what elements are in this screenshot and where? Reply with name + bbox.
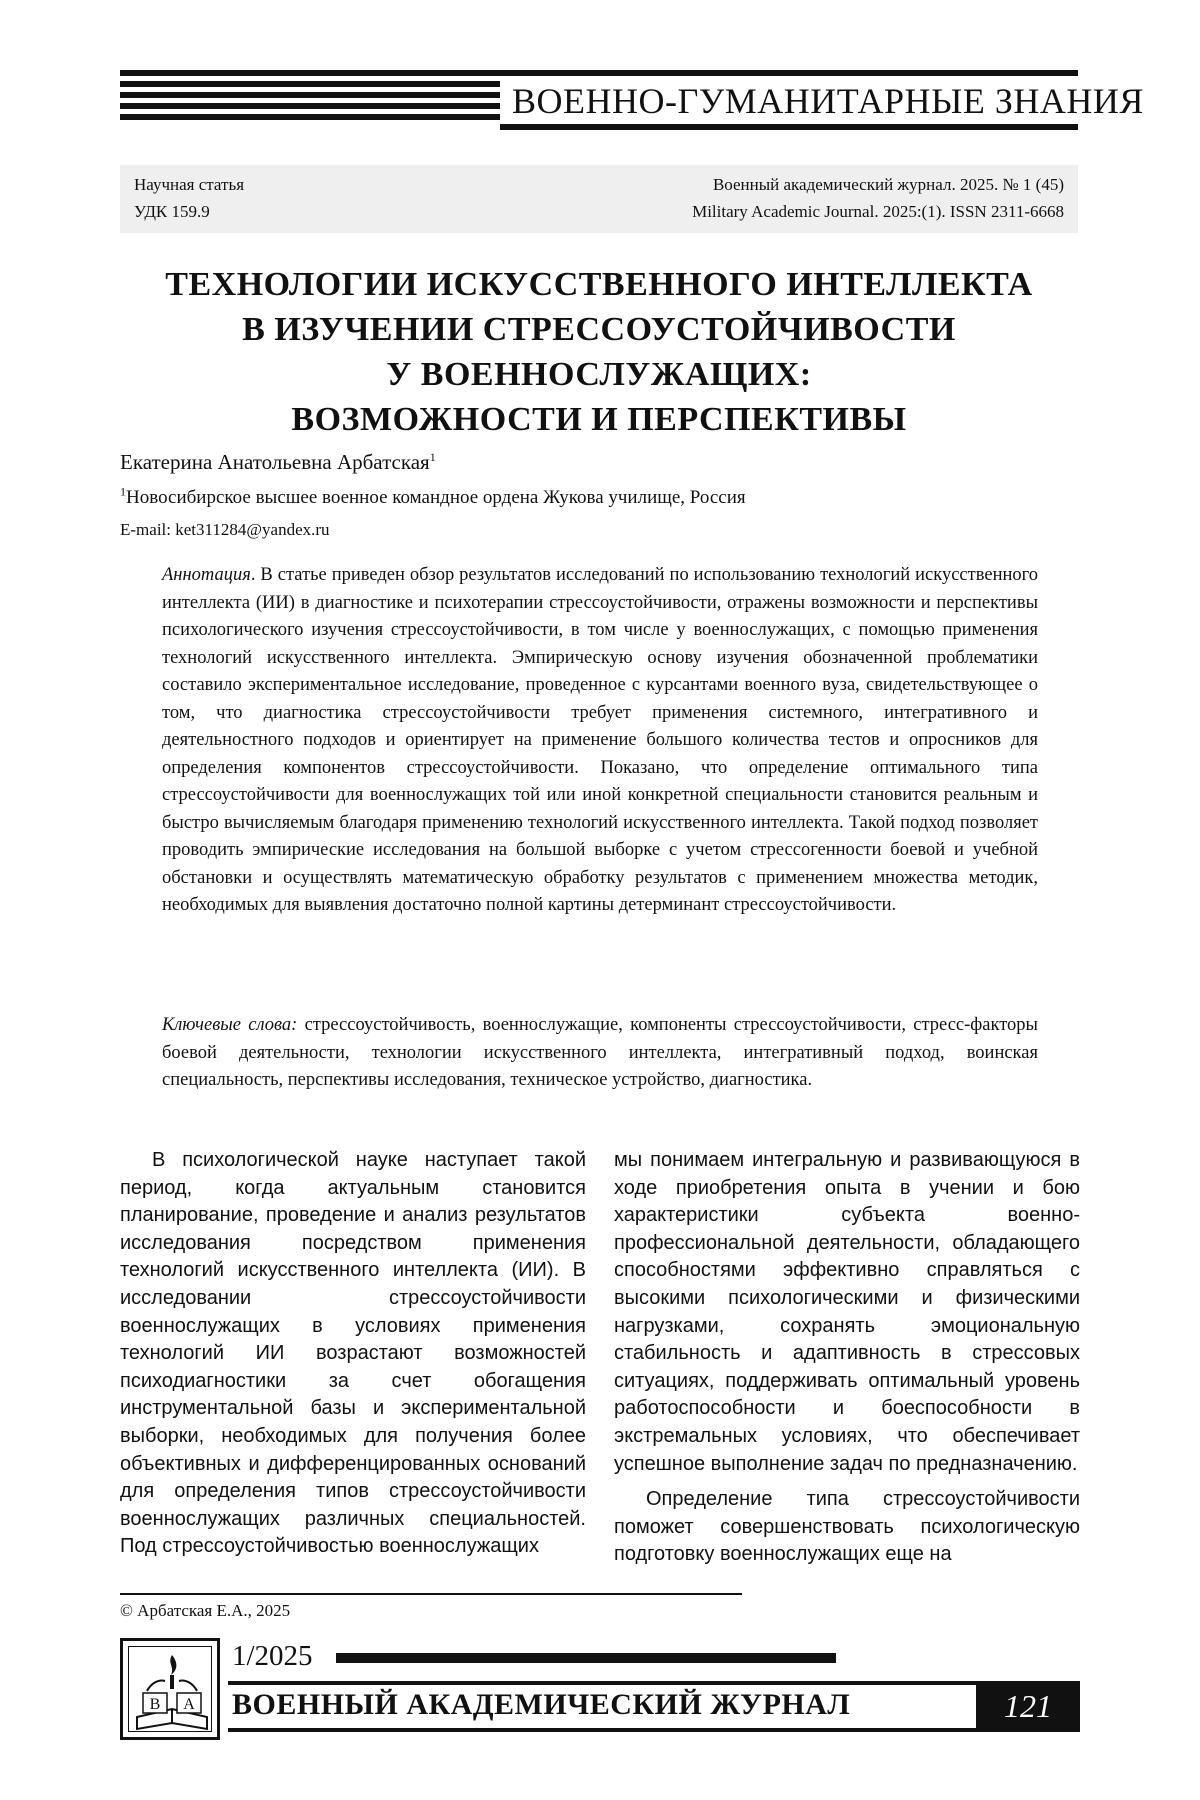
copyright-note: © Арбатская Е.А., 2025	[120, 1601, 291, 1620]
affiliation-superscript: 1	[120, 484, 126, 499]
book-torch-emblem-icon	[129, 1647, 215, 1735]
keywords-text: стрессоустойчивость, военнослужащие, компоненты стрессоустойчивости, стресс-факторы боевой деятельности, технологии искусственного интеллекта, интегративный подход, воинская специальность, перспективы исследования, техническое устройство, диагностика.	[162, 1015, 1038, 1090]
article-type: Научная статья	[134, 175, 245, 194]
page-number: 121	[976, 1681, 1080, 1732]
body-paragraph: В психологической науке наступает такой период, когда актуальным становится планирование, проведение и анализ результатов исследования посредством применения технологий искусственного интеллекта (ИИ). В исследовании стрессоустойчивости военнослужащих в условиях применения технологий ИИ возрастают возможностей психодиагностики за счет обогащения инструментальной базы и экспериментальной выборки, необходимых для получения более объективных и дифференцированных оснований для определения типов стрессоустойчивости военнослужащих различных специальностей. Под стрессоустойчивостью военнослужащих	[120, 1149, 586, 1558]
issue-bar	[336, 1653, 836, 1663]
logo-frame	[128, 1646, 212, 1732]
article-title	[110, 262, 1088, 442]
issue-number: 1/2025	[232, 1640, 313, 1672]
author-affiliation	[120, 484, 746, 509]
body-column-right	[614, 1147, 1080, 1577]
journal-citation-en: Military Academic Journal. 2025:(1). ISSN 2311-6668	[692, 202, 1064, 221]
header-rule-top	[500, 70, 1078, 76]
title-line: ТЕХНОЛОГИИ ИСКУССТВЕННОГО ИНТЕЛЛЕКТА	[165, 266, 1033, 303]
body-paragraph: мы понимаем интегральную и развивающуюся в ходе приобретения опыта в учении и бою характеристики субъекта военно-профессиональной деятельности, обладающего способностями эффективно справляться с высокими психологическими и физическими нагрузками, сохранять эмоциональную стабильность и адаптивность в стрессовых ситуациях, поддерживать оптимальный уровень работоспособности и боеспособности в экстремальных условиях, что обеспечивает успешное выполнение задач по предназначению.	[614, 1149, 1080, 1475]
body-column-left	[120, 1147, 586, 1569]
journal-logo-icon	[120, 1638, 220, 1740]
section-title: ВОЕННО-ГУМАНИТАРНЫЕ ЗНАНИЯ	[512, 81, 1144, 121]
keywords-label: Ключевые слова:	[162, 1015, 298, 1035]
title-line: У ВОЕННОСЛУЖАЩИХ:	[386, 356, 812, 393]
author-name	[120, 450, 436, 475]
body-paragraph: Определение типа стрессоустойчивости поможет совершенствовать психологическую подготовку военнослужащих еще на	[614, 1488, 1080, 1566]
abstract-text: . В статье приведен обзор результатов исследований по использованию технологий искусственного интеллекта (ИИ) в диагностике и психотерапии стрессоустойчивости, отражены возможности и перспективы психологического изучения стрессоустойчивости, в том числе у военнослужащих, с помощью применения технологий искусственного интеллекта. Эмпирическую основу изучения обозначенной проблематики составило экспериментальное исследование, проведенное с курсантами военного вуза, свидетельствующее о том, что диагностика стрессоустойчивости требует применения системного, интегративного и деятельностного подходов и ориентирует на применение большого количества тестов и опросников для определения компонентов стрессоустойчивости. Показано, что определение оптимального типа стрессоустойчивости для военнослужащих той или иной конкретной специальности становится реальным и быстро вычисляемым благодаря применению технологий искусственного интеллекта. Такой подход позволяет проводить эмпирические исследования на большой выборке с учетом стрессогенности боевой и учебной обстановки и осуществлять математическую обработку результатов с применением множества методик, необходимых для выявления достаточно полной картины детерминант стрессоустойчивости.	[162, 565, 1038, 915]
journal-rule-bottom	[228, 1728, 1080, 1732]
abstract	[162, 562, 1038, 920]
footnote-rule	[120, 1593, 742, 1595]
journal-citation-ru: Военный академический журнал. 2025. № 1 (45)	[712, 175, 1064, 194]
author-superscript: 1	[429, 450, 436, 464]
svg-text:В: В	[149, 1696, 161, 1713]
title-line: ВОЗМОЖНОСТИ И ПЕРСПЕКТИВЫ	[291, 401, 907, 438]
header-rule-bottom	[500, 124, 1078, 130]
journal-name: ВОЕННЫЙ АКАДЕМИЧЕСКИЙ ЖУРНАЛ	[232, 1688, 851, 1721]
udc-code: УДК 159.9	[134, 202, 210, 221]
abstract-label: Аннотация	[162, 565, 251, 585]
section-header	[120, 70, 1144, 130]
header-decorative-lines	[120, 70, 500, 130]
article-meta-box	[120, 165, 1078, 233]
svg-text:А: А	[183, 1696, 195, 1713]
affiliation-text: Новосибирское высшее военное командное ордена Жукова училище, Россия	[126, 487, 746, 508]
title-line: В ИЗУЧЕНИИ СТРЕССОУСТОЙЧИВОСТИ	[242, 311, 956, 348]
keywords	[162, 1012, 1038, 1095]
author-email: E-mail: ket311284@yandex.ru	[120, 520, 330, 539]
author-name-text: Екатерина Анатольевна Арбатская	[120, 450, 430, 474]
journal-rule-top	[228, 1681, 1080, 1685]
